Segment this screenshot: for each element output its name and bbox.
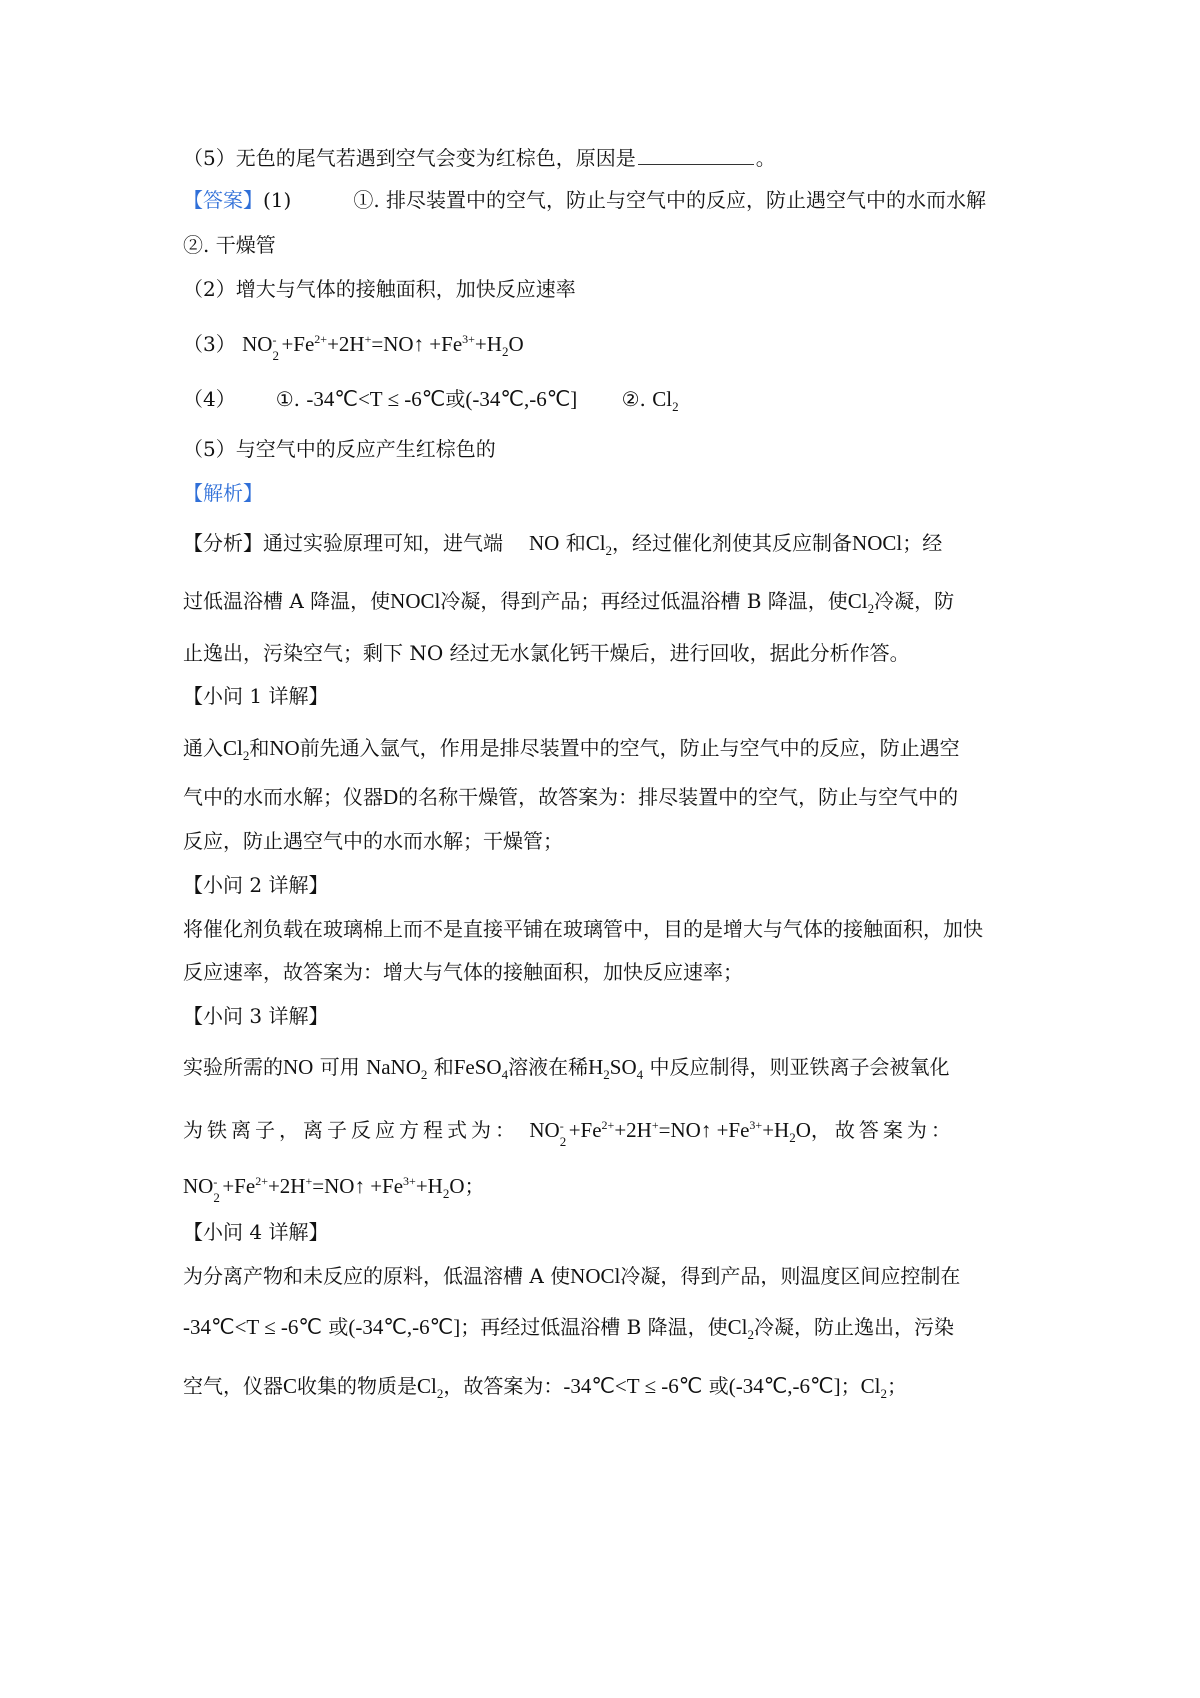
- analysis-line-2: 过低温浴槽 A 降温，使NOCl冷凝，得到产品；再经过低温浴槽 B 降温，使$Cl_2$冷凝，防: [183, 589, 955, 616]
- q4-line-1: 为分离产物和未反应的原料，低温溶槽 A 使NOCl冷凝，得到产品，则温度区间应控制在: [183, 1264, 961, 1288]
- answer-line-4: （4） ①. -34℃<T ≤ -6℃或(-34℃,-6℃] ②. $Cl_2$: [183, 387, 679, 414]
- q3-line-1: 实验所需的NO 可用 NaNO$_2$ 和FeSO$_4$溶液在稀$H_2SO_4$ 中反应制得，则亚铁离子会被氧化: [183, 1055, 950, 1082]
- q1-line-2: 气中的水而水解；仪器D的名称干燥管，故答案为：排尽装置中的空气，防止与空气中的: [183, 785, 959, 809]
- answer-line-5: （5）与空气中的反应产生红棕色的: [183, 437, 496, 461]
- sub-question-1-tag: 【小问 1 详解】: [183, 684, 329, 708]
- q2-line-2: 反应速率，故答案为：增大与气体的接触面积，加快反应速率；: [183, 960, 743, 984]
- analysis-tag: 【解析】: [183, 481, 263, 505]
- q1-line-3: 反应，防止遇空气中的水而水解；干燥管；: [183, 829, 563, 853]
- question-5-prompt: （5）无色的尾气若遇到空气会变为红棕色，原因是 。: [183, 146, 776, 170]
- q4-line-3: 空气，仪器C收集的物质是$Cl_2$，故答案为：-34℃<T ≤ -6℃ 或(-34℃,-6℃]；$Cl_2$；: [183, 1374, 907, 1401]
- analysis-line-1: 【分析】通过实验原理可知，进气端 NO 和$Cl_2$，经过催化剂使其反应制备NOCl；经: [183, 531, 943, 558]
- ionic-equation-answer: NO - 2 $+Fe^{2+}+2H^+=NO↑ +Fe^{3+}+H_2O$: [183, 1174, 465, 1205]
- q2-line-1: 将催化剂负载在玻璃棉上而不是直接平铺在玻璃管中，目的是增大与气体的接触面积，加快: [183, 917, 983, 941]
- q3-line-3: NO - 2 $+Fe^{2+}+2H^+=NO↑ +Fe^{3+}+H_2O$；: [183, 1174, 485, 1205]
- answer-line-1b: ②. 干燥管: [183, 233, 276, 257]
- answer-tag: 【答案】: [183, 188, 263, 212]
- q3-line-2: 为铁离子，离子反应方程式为： NO - 2 $+Fe^{2+}+2H^+=NO↑ +Fe^{3+}+H_2O$，故答案为：: [183, 1118, 955, 1149]
- sub-question-4-tag: 【小问 4 详解】: [183, 1220, 329, 1244]
- answer-blank: [638, 146, 754, 165]
- answer-line-2: （2）增大与气体的接触面积，加快反应速率: [183, 277, 576, 301]
- ionic-equation: NO - 2 $+Fe^{2+}+2H^+=NO↑ +Fe^{3+}+H_2O$: [242, 332, 524, 363]
- q4-line-2: -34℃<T ≤ -6℃ 或(-34℃,-6℃]；再经过低温浴槽 B 降温，使$Cl_2$冷凝，防止逸出，污染: [183, 1315, 954, 1342]
- answer-line-1: 【答案】(1) ①. 排尽装置中的空气，防止与空气中的反应，防止遇空气中的水而水解: [183, 188, 987, 212]
- ionic-equation-inline: NO - 2 $+Fe^{2+}+2H^+=NO↑ +Fe^{3+}+H_2O$: [529, 1118, 811, 1149]
- sub-question-3-tag: 【小问 3 详解】: [183, 1004, 329, 1028]
- analysis-line-3: 止逸出，污染空气；剩下 NO 经过无水氯化钙干燥后，进行回收，据此分析作答。: [183, 641, 910, 665]
- answer-line-3: （3） NO - 2 $+Fe^{2+}+2H^+=NO↑ +Fe^{3+}+H_2O$: [183, 332, 524, 363]
- q1-line-1: 通入$Cl_2$和NO前先通入氩气，作用是排尽装置中的空气，防止与空气中的反应，防止遇空: [183, 736, 960, 763]
- sub-question-2-tag: 【小问 2 详解】: [183, 873, 329, 897]
